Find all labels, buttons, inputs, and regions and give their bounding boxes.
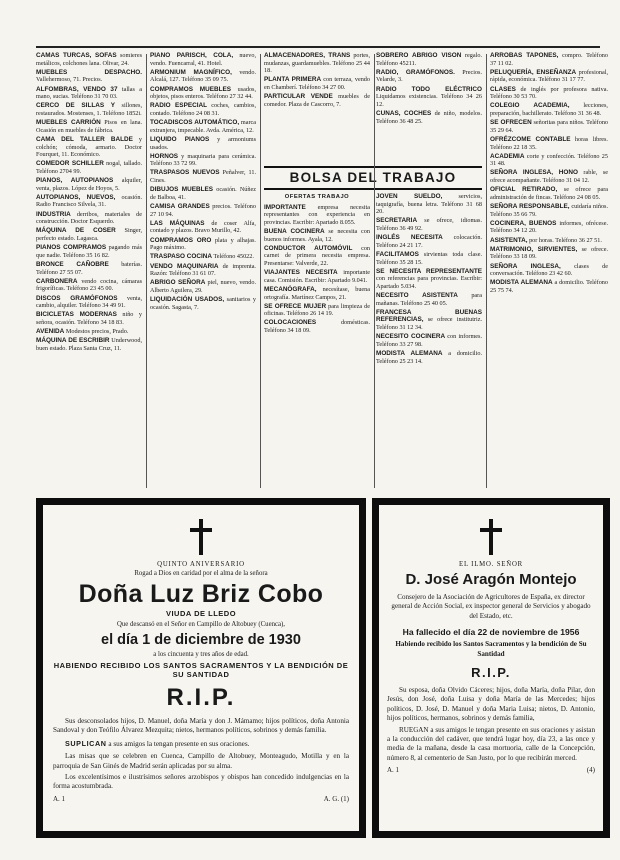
- ad-lead: SE NECESITA REPRESENTANTE: [376, 267, 482, 275]
- ad-text: nuevo, vendo. Fuencarral, 41. Hotel.: [150, 52, 256, 67]
- ad-text: de coser Alfa, contado y plazos. Bravo Murillo, 42.: [150, 219, 256, 235]
- deceased-name: D. José Aragón Montejo: [405, 571, 577, 588]
- bolsa-del-trabajo-title: BOLSA DEL TRABAJO: [289, 170, 457, 185]
- ad-text: sillones, restaurados. Mostenses, 1. Teléfono 1852i.: [36, 102, 142, 117]
- ad-lead: MUEBLES DESPACHO.: [36, 68, 142, 76]
- ad-text: se necesita con buenos informes. Ayala, 12.: [264, 227, 370, 243]
- ad-text: cuidaría niños. Teléfono 35 66 79.: [490, 203, 608, 218]
- classified-ad: [376, 234, 482, 249]
- ofertas-trabajo-subhead: OFERTAS TRABAJO: [284, 194, 350, 200]
- ad-lead: RADIO ESPECIAL: [150, 102, 207, 110]
- ad-text: sanitarios y ocasión. Sagasta, 7.: [150, 296, 256, 311]
- ad-lead: CAMA DEL TALLER BALDE: [36, 135, 133, 143]
- classified-ad: [36, 337, 142, 352]
- ad-lead: IMPORTANTE: [264, 203, 306, 211]
- column-3-top-ads: [264, 52, 370, 110]
- ad-lead: HORNOS: [150, 152, 179, 160]
- ad-text: coches, cambios, contado. Teléfono 24 08 31.: [150, 102, 256, 117]
- ad-lead: BRONCE CAÑOBRE: [36, 260, 109, 268]
- ad-lead: COCINERA, BUENOS: [490, 219, 557, 227]
- classified-ad: [36, 102, 142, 117]
- ad-lead: SECRETARIA: [376, 217, 418, 225]
- classified-ad: [376, 350, 482, 365]
- ad-text: portes, mudanzas, guardamuebles. Teléfono 25 44 18.: [264, 52, 371, 75]
- cross-icon: [480, 519, 502, 555]
- suplican-word: SUPLICAN: [65, 738, 107, 748]
- classified-ad: [490, 203, 608, 218]
- ad-text: profesional, rápida, económica. Teléfono 31 17 77.: [490, 68, 608, 84]
- ad-lead: CLASES: [490, 85, 516, 93]
- ad-text: Modestos precios, Prado.: [64, 328, 129, 336]
- ruegan-text: RUEGAN a sus amigos le tengan presente en sus oraciones y asistan a la conducción del cadáver, que tendrá lugar hoy, día 23, a las once y media de la mañana, desde la casa mortuoria, calle de la Concepción, número 8, al cementerio de San Justo, por lo que recibirán merced.: [387, 725, 595, 762]
- ad-lead: PIANO PARISCH, COLA,: [150, 52, 234, 59]
- ad-text: con informes. Teléfono 33 27 98.: [376, 333, 482, 348]
- ad-lead: MUEBLES CARRIÓN: [36, 119, 101, 127]
- ad-text: Teléfono 45022.: [212, 253, 254, 261]
- classified-ad: [36, 160, 142, 175]
- ad-lead: MÁQUINA DE ESCRIBIR: [36, 337, 110, 345]
- ad-text: servicios, taquigrafía, buena letra. Teléfono 31 68 20.: [376, 193, 482, 216]
- footer-left-code: A. 1: [53, 794, 66, 803]
- ad-text: muebles de comedor. Plaza de Cascorro, 7.: [264, 93, 370, 108]
- bolsa-del-trabajo-block: [264, 164, 482, 365]
- ad-lead: NECESITO COCINERA: [376, 333, 446, 341]
- column-separator: [146, 54, 147, 488]
- classified-column-2: [150, 52, 256, 490]
- classified-ad: [36, 328, 142, 336]
- ad-text: lecciones, preparación, bachillerato. Teléfono 31 36 48.: [490, 102, 608, 117]
- classified-ad: [150, 136, 256, 151]
- rip-label: R.I.P.: [471, 665, 511, 681]
- ad-lead: LAS MÁQUINAS: [150, 219, 205, 227]
- ad-lead: PELUQUERÍA, ENSEÑANZA: [490, 68, 577, 76]
- rip-label: R.I.P.: [166, 684, 236, 711]
- ad-lead: ARROBAS TAPONES,: [490, 52, 559, 59]
- ad-lead: ASISTENTA,: [490, 236, 528, 244]
- ad-text: clases de conversación. Teléfono 23 42 60.: [490, 262, 608, 278]
- classified-ad: [376, 193, 482, 216]
- classified-ad: [376, 52, 482, 67]
- classified-ad: [36, 311, 142, 326]
- ad-lead: SE OFRECEN: [490, 119, 532, 127]
- ad-text: ocasión. Núñez de Balboa, 41.: [150, 186, 256, 201]
- ad-text: derribos, materiales de construcción. Doctor Esquerdo.: [36, 210, 142, 226]
- ad-text: empresa necesita representantes con experiencia en provincias. Escribir: Apartado 8.055.: [264, 203, 370, 226]
- ad-text: de niño, modelos. Teléfono 36 48 25.: [376, 109, 482, 125]
- ad-lead: RADIO TODO ELÉCTRICO: [376, 85, 482, 93]
- classified-ad: [36, 86, 142, 101]
- deceased-age: a los cincuenta y tres años de edad.: [153, 651, 249, 658]
- ad-text: Precios. Velarde, 3.: [376, 68, 482, 84]
- ad-text: horas libres. Teléfono 22 18 35.: [490, 135, 608, 151]
- classified-ad: [490, 153, 608, 168]
- classified-ad: [150, 153, 256, 168]
- ad-text: se ofrece. Teléfono 33 18 09.: [490, 245, 608, 261]
- ad-lead: SOBRERO ABRIGO VISON: [376, 52, 462, 59]
- ad-lead: AVENIDA: [36, 328, 65, 336]
- classified-column-5: [490, 52, 608, 490]
- classified-ads-section: [36, 52, 608, 492]
- classified-ad: [376, 333, 482, 348]
- ad-text: con referencias para provincias. Escribir: Apartado 5.034.: [376, 275, 482, 290]
- indulgences-text: Los excelentísimos e ilustrísimos señores arzobispos y obispos han concedido indulgencias en la forma acostumbrada.: [53, 773, 349, 791]
- sacraments-line: HABIENDO RECIBIDO LOS SANTOS SACRAMENTOS Y LA BENDICIÓN DE SU SANTIDAD: [53, 661, 349, 679]
- ad-lead: ALFOMBRAS, VENDO 37: [36, 85, 118, 93]
- bolsa-del-trabajo-header: [264, 166, 482, 190]
- ad-lead: COMEDOR SCHILLER: [36, 160, 104, 168]
- classified-ad: [264, 52, 370, 75]
- deceased-name: Doña Luz Briz Cobo: [78, 580, 324, 608]
- ad-lead: TRASPASO COCINA: [150, 253, 213, 261]
- ad-text: para limpieza de oficinas. Teléfono 26 14 19.: [264, 302, 370, 318]
- ad-text: precios. Teléfono 27 10 94.: [150, 203, 256, 218]
- ad-text: usados, objetos, pisos enteros. Teléfono 27 32 44.: [150, 85, 256, 101]
- classified-ad: [490, 246, 608, 261]
- classified-ad: [36, 136, 142, 159]
- family-text: Sus desconsolados hijos, D. Manuel, doña María y don J. Mámamo; hijos políticos, doña Antonia Sandoval y don Teófilo Álvarez Mezquita; nietos, hermanos políticos, sobrinos y demás familia.: [53, 717, 349, 735]
- footer-left-code: A. 1: [387, 766, 400, 775]
- ad-lead: DISCOS GRAMÓFONOS: [36, 294, 118, 302]
- ad-text: de imprenta. Razón: Teléfono 31 61 07.: [150, 262, 256, 278]
- classified-ad: [490, 263, 608, 278]
- classified-ad: [36, 69, 142, 84]
- classified-ad: [490, 102, 608, 117]
- classified-ad: [264, 303, 370, 318]
- classified-ad: [264, 269, 370, 284]
- classified-ad: [490, 169, 608, 184]
- death-notice-luz-briz-cobo: [36, 498, 366, 838]
- classified-ad: [150, 52, 256, 67]
- classified-ad: [490, 86, 608, 101]
- classified-ad: [36, 119, 142, 134]
- ad-lead: COMPRAMOS ORO: [150, 236, 212, 244]
- classified-ad: [36, 295, 142, 310]
- ad-text: con carnet de primera necesita empresa. Presentarse: Valverde, 22.: [264, 244, 371, 267]
- ad-text: regalo. Teléfono 45211.: [376, 52, 482, 67]
- footer-right-code: A. G. (1): [323, 794, 349, 803]
- ad-text: se ofrece, idiomas. Teléfono 36 49 92.: [376, 217, 482, 232]
- ad-text: Pisos en lana. Ocasión en muebles de fábrica.: [36, 119, 142, 134]
- ad-text: y maquinaria para cerámica. Teléfono 33 72 99.: [150, 152, 256, 168]
- ad-text: Liquidamos existencias. Teléfono 34 26 12.: [376, 93, 482, 108]
- classified-ad: [376, 251, 482, 266]
- ad-lead: CAMISA GRANDES: [150, 203, 210, 211]
- column-separator: [374, 54, 375, 488]
- classified-ad: [150, 237, 256, 252]
- ad-text: vendo. Alcalá, 127. Teléfono 35 09 75.: [150, 68, 256, 84]
- classified-ad: [264, 204, 370, 227]
- ad-text: Vallehermoso, 71. Precios.: [36, 76, 103, 84]
- ad-text: Singer, perfecto estado. Lagasca.: [36, 227, 142, 242]
- column-4-top-ads: [376, 52, 482, 127]
- ad-text: a domicilio. Teléfono 25 75 74.: [490, 279, 608, 294]
- classified-ad: [490, 52, 608, 67]
- classified-ad: [36, 227, 142, 242]
- ad-lead: COLOCACIONES: [264, 319, 317, 327]
- column-separator: [486, 54, 487, 488]
- classified-ad: [264, 286, 370, 301]
- ad-text: y armoniums usados.: [150, 135, 256, 151]
- classified-ad: [264, 228, 370, 243]
- classified-ad: [376, 268, 482, 291]
- ad-lead: SEÑORA INGLESA,: [490, 262, 561, 270]
- ad-text: importante casa. Comisión. Escribir: Apartado 9.041.: [264, 269, 370, 284]
- classified-ad: [150, 203, 256, 218]
- ad-text: plata y alhajas. Pago máximo.: [150, 236, 256, 252]
- ad-lead: CARBONERA: [36, 277, 78, 285]
- classified-ad: [150, 186, 256, 201]
- ad-text: compro. Teléfono 37 11 02.: [490, 52, 608, 67]
- notice-prayer: Rogad a Dios en caridad por el alma de la señora: [134, 570, 268, 577]
- ad-text: rable, se ofrece acompañante. Teléfono 31 04 12.: [490, 169, 608, 185]
- ad-text: piel, nuevo, vendo. Alberto Aguilera, 29.: [150, 279, 256, 294]
- ad-lead: BUENA COCINERA: [264, 227, 325, 235]
- top-rule: [36, 46, 600, 48]
- classified-column-1: [36, 52, 142, 490]
- cross-icon: [190, 519, 212, 555]
- ad-lead: SEÑORA INGLESA, HONO: [490, 169, 578, 177]
- classified-ad: [264, 245, 370, 268]
- footer-right-code: (4): [586, 766, 595, 775]
- trabajo-right-column: [376, 193, 482, 367]
- notice-kicker: QUINTO ANIVERSARIO: [157, 561, 245, 568]
- ad-lead: FACILITAMOS: [376, 250, 419, 258]
- ad-lead: TRASPASOS NUEVOS: [150, 169, 220, 177]
- classified-column-3: [264, 52, 482, 490]
- classified-ad: [376, 292, 482, 307]
- classified-ad: [264, 76, 370, 91]
- classified-ad: [150, 169, 256, 184]
- family-text: Su esposa, doña Olvido Cáceres; hijos, doña María, doña Pilar, don Jesús, don José, doña Luisa y doña María de las Mercedes; hijos políticos, D. José, D. Manuel y doña Maria Luisa; nietos, D. Antonio, hijos políticos, hermanos, sobrinos y demás familia,: [387, 686, 595, 723]
- ad-lead: BICICLETAS MODERNAS: [36, 311, 117, 319]
- classified-ad: [36, 194, 142, 209]
- ad-text: Underwood, buen estado. Plaza Santa Cruz, 11.: [36, 337, 142, 352]
- ad-lead: INGLÉS NECESITA: [376, 234, 443, 242]
- ad-lead: TOCADISCOS AUTOMÁTICO,: [150, 119, 240, 127]
- classified-ad: [36, 278, 142, 293]
- ad-text: ocasión. Radio Francisco Silvela, 31.: [36, 193, 142, 209]
- ad-lead: LIQUIDO PIANOS: [150, 135, 210, 143]
- classified-ad: [376, 86, 482, 109]
- column-separator: [260, 54, 261, 488]
- ad-lead: NECESITO ASISTENTA: [376, 292, 458, 300]
- ad-lead: OFICIAL RETIRADO,: [490, 186, 558, 194]
- ad-text: de inglés por profesora nativa. Teléfono 30 53 70.: [490, 85, 608, 101]
- classified-ad: [150, 296, 256, 311]
- ad-text: niño y señora, ocasión. Teléfono 34 18 83.: [36, 311, 142, 326]
- classified-ad: [36, 52, 142, 67]
- ad-text: venta, cambio, alquiler. Teléfono 34 49 91.: [36, 294, 142, 310]
- ad-text: por horas. Teléfono 36 27 51.: [527, 236, 602, 244]
- ad-text: somieres metálicos, colchones lana. Olivar, 24.: [36, 52, 142, 67]
- classified-ad: [150, 263, 256, 278]
- classified-ad: [36, 261, 142, 276]
- classified-ad: [150, 253, 256, 261]
- ad-lead: SEÑORA RESPONSABLE,: [490, 203, 570, 211]
- masses-text: Las misas que se celebren en Cuenca, Campillo de Altobuey, Monteagudo, Motilla y en la parroquia de San Ginés de Madrid serán aplicadas por su alma.: [53, 752, 349, 770]
- ad-text: corte y confección. Teléfono 25 31 48.: [490, 152, 608, 168]
- ad-lead: SE OFRECE MUJER: [264, 302, 327, 310]
- ad-lead: CERCO DE SILLAS Y: [36, 102, 116, 110]
- sacraments-line: Habiendo recibido los Santos Sacramentos y la bendición de Su Santidad: [395, 640, 587, 658]
- ad-lead: MATRIMONIO, SIRVIENTES,: [490, 245, 578, 253]
- classified-ad: [36, 211, 142, 226]
- ad-lead: PLANTA PRIMERA: [264, 76, 322, 84]
- ad-text: informes, ofrécese. Teléfono 34 12 20.: [490, 219, 608, 235]
- notice-kicker: EL ILMO. SEÑOR: [459, 561, 523, 568]
- classified-ad: [150, 102, 256, 117]
- ad-lead: VIAJANTES NECESITA: [264, 269, 338, 277]
- ad-lead: ARMONIUM MAGNÍFICO,: [150, 68, 232, 76]
- classified-ad: [490, 119, 608, 134]
- ad-lead: CONDUCTOR AUTOMÓVIL: [264, 244, 353, 252]
- classified-ad: [36, 177, 142, 192]
- classified-ad: [150, 119, 256, 134]
- deceased-role: Consejero de la Asociación de Agricultores de España, ex director general de Acción Social, ex inspector general de Servicios y abogado del Estado, etc.: [391, 593, 591, 620]
- ad-lead: COLEGIO ACADEMIA,: [490, 102, 570, 110]
- ad-lead: MECANÓGRAFA,: [264, 285, 317, 293]
- ad-lead: CAMAS TURCAS, SOFAS: [36, 52, 117, 59]
- ad-text: para mañanas. Teléfono 25 40 05.: [376, 292, 482, 307]
- classified-ad: [490, 279, 608, 294]
- classified-ad: [490, 136, 608, 151]
- ad-lead: VENDO MAQUINARIA: [150, 262, 219, 270]
- ad-text: se ofrece institutriz. Teléfono 31 12 34.: [376, 316, 482, 332]
- ofertas-trabajo-column: [264, 193, 370, 336]
- ad-text: baterías. Teléfono 27 55 07.: [36, 260, 142, 276]
- ad-lead: PIANOS COMPRAMOS: [36, 244, 107, 252]
- ad-text: señoritas para niños. Teléfono 35 29 64.: [490, 119, 608, 134]
- notice-footer: [387, 766, 595, 774]
- ad-text: necesítase, buena ortografía. Martínez Campos, 21.: [264, 285, 370, 301]
- classified-ad: [376, 110, 482, 125]
- classified-ad: [150, 220, 256, 235]
- ad-lead: FRANCESA BUENAS REFERENCIAS,: [376, 308, 482, 324]
- ad-lead: COMPRAMOS MUEBLES: [150, 85, 232, 93]
- ad-lead: DIBUJOS MUEBLES: [150, 186, 214, 194]
- suplican-body: a sus amigos la tengan presente en sus oraciones.: [108, 739, 250, 748]
- classified-ad: [490, 69, 608, 84]
- ad-text: domésticas. Teléfono 34 18 09.: [264, 319, 370, 335]
- ad-lead: ALMACENADORES, TRANS: [264, 52, 351, 59]
- ad-text: alquiler, venta, plazos. López de Hoyos, 5.: [36, 177, 142, 192]
- ad-lead: MODISTA ALEMANA: [490, 279, 553, 287]
- ad-lead: ACADEMIA: [490, 152, 525, 160]
- ad-text: pagando más que nadie. Teléfono 35 16 82.: [36, 244, 142, 259]
- classified-ad: [490, 237, 608, 245]
- notice-place: Que descansó en el Señor en Campillo de Altobuey (Cuenca),: [117, 621, 285, 628]
- ad-lead: OFRÉZCOME CONTABLE: [490, 135, 571, 143]
- classified-ad: [150, 69, 256, 84]
- ad-text: vendo cocina, cámaras frigoríficas. Teléfono 23 45 00.: [36, 277, 142, 293]
- classified-ad: [36, 244, 142, 259]
- ad-lead: PIANOS, AUTOPIANOS: [36, 177, 114, 185]
- ad-text: nogal, tallado. Teléfono 2704 99.: [36, 160, 142, 175]
- ad-text: se ofrece para administración de fincas. Teléfono 24 08 05.: [490, 186, 608, 201]
- ad-lead: AUTOPIANOS, NUEVOS,: [36, 193, 116, 201]
- ad-text: colocación. Teléfono 24 21 17.: [376, 234, 482, 249]
- ad-text: a domicilio. Teléfono 25 23 14.: [376, 350, 482, 365]
- ad-text: y colchón; cómoda, armario. Doctor Fourquet, 11. Económico.: [36, 135, 142, 159]
- classified-ad: [376, 69, 482, 84]
- classified-ad: [490, 186, 608, 201]
- ad-text: sirvientas toda clase. Teléfono 35 28 15.: [376, 250, 482, 266]
- classified-ad: [376, 309, 482, 332]
- classified-ad: [264, 319, 370, 334]
- ad-text: marca extranjera, impecable. Avda. América, 12.: [150, 119, 256, 134]
- ad-lead: ABRIGO SEÑORA: [150, 279, 206, 287]
- ad-text: con terraza, vendo en Chamberí. Teléfono 34 27 00.: [264, 76, 370, 91]
- ad-lead: MODISTA ALEMANA: [376, 350, 443, 358]
- death-date: Ha fallecido el día 22 de noviembre de 1956: [402, 627, 580, 638]
- ad-lead: MÁQUINA DE COSER: [36, 227, 116, 235]
- classified-ad: [150, 279, 256, 294]
- ad-text: Peñalver, 11. Cines.: [150, 169, 256, 185]
- death-notice-jose-aragon-montejo: [372, 498, 610, 838]
- ad-lead: JOVEN SUELDO,: [376, 193, 443, 200]
- deceased-subtitle: VIUDA DE LLEDO: [165, 609, 237, 618]
- death-date: el día 1 de diciembre de 1930: [101, 632, 301, 648]
- classified-ad: [264, 93, 370, 108]
- classified-ad: [490, 220, 608, 235]
- ad-lead: INDUSTRIA: [36, 210, 71, 218]
- ad-lead: LIQUIDACIÓN USADOS,: [150, 296, 225, 304]
- notice-footer: [53, 795, 349, 803]
- classified-ad: [150, 86, 256, 101]
- ad-text: tallas a mano, sucias. Teléfono 31 70 03.: [36, 85, 142, 101]
- ad-lead: RADIO, GRAMÓFONOS.: [376, 68, 455, 76]
- suplican-text: [53, 739, 349, 749]
- ad-lead: PARTICULAR VENDE: [264, 93, 333, 101]
- classified-ad: [376, 217, 482, 232]
- ad-lead: CUNAS, COCHES: [376, 109, 432, 117]
